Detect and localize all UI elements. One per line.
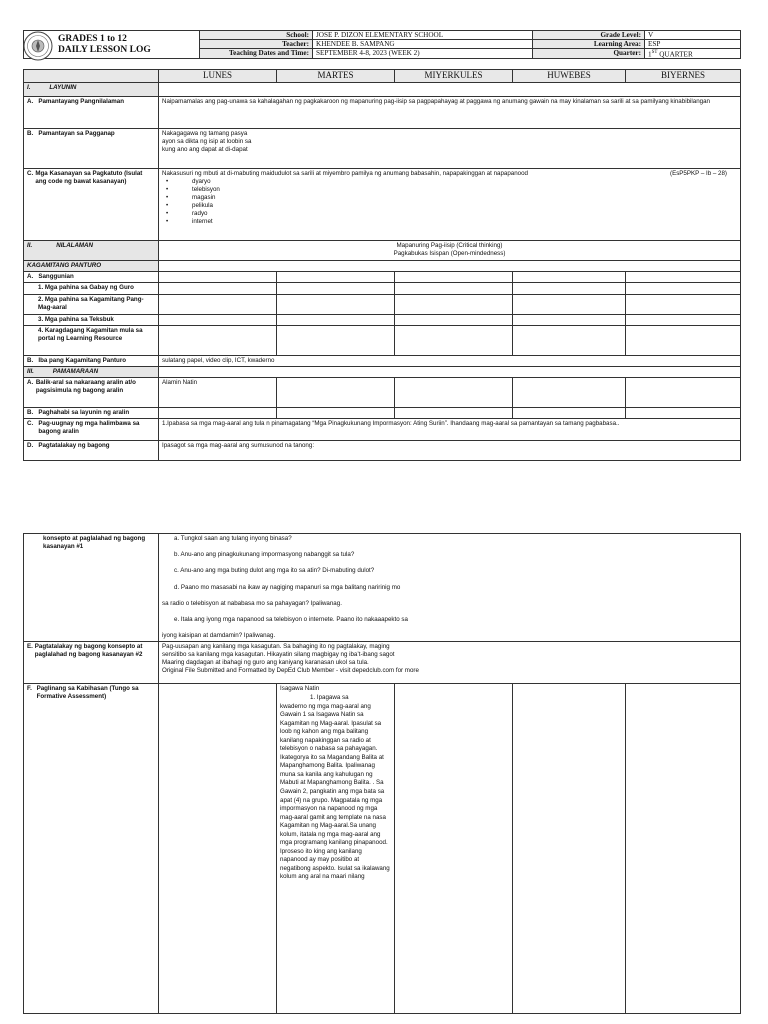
dates-label: Teaching Dates and Time:: [200, 49, 313, 59]
questions-cell: [159, 534, 741, 642]
lesson-log-page-1: [0, 0, 768, 470]
question-d-cont: sa radio o telebisyon at nababasa mo sa pahayagan? Ipaliwanag.: [162, 599, 342, 607]
list-item: • magasin: [166, 194, 737, 202]
layunin-heading: I. LAYUNIN: [24, 83, 159, 97]
pag-uugnay-label: C. Pag-uugnay ng mga halimbawa sa bagong aralin: [24, 419, 159, 441]
nilalaman-heading: II. NILALAMAN: [24, 241, 159, 261]
pagtatalakay-cont-label: konsepto at paglalahad ng bagong kasanayan #1: [24, 534, 159, 642]
question-e-cont: iyong kaisipan at damdamin? Ipaliwanag.: [162, 632, 276, 640]
balik-aral-text: Alamin Natin: [159, 378, 277, 408]
dates-value: SEPTEMBER 4-8, 2023 (WEEK 2): [313, 49, 533, 59]
question-d: d. Paano mo masasabi na ikaw ay nagiging mapanuri sa mga balitang naririnig mo: [174, 583, 401, 591]
title-line-1: GRADES 1 to 12: [58, 33, 127, 44]
day-huwebes: HUWEBES: [513, 70, 626, 83]
pagtatalakay-text: Ipasagot sa mga mag-aaral ang sumusunod na tanong:: [159, 441, 741, 461]
pagtatalakay-2-label: E. Pagtatalakay ng bagong konsepto at paglalahad ng bagong kasanayan #2: [24, 642, 159, 684]
list-item: • dyaryo: [166, 178, 737, 186]
school-value: JOSE P. DIZON ELEMENTARY SCHOOL: [313, 31, 533, 40]
balik-aral-label: A. Balik-aral sa nakaraang aralin at/o pagsisimula ng bagong aralin: [24, 378, 159, 408]
days-header-row: [24, 70, 741, 83]
quarter-value: 1ST QUARTER: [645, 49, 741, 59]
school-label: School:: [200, 31, 313, 40]
header-table: [23, 30, 741, 59]
pag-uugnay-text: 1.Ipabasa sa mga mag-aaral ang tula n pinamagatang “Mga Pinagkukunang Impormasyon: Ating Suriin”. Ihandaang mag-aaral sa pamantayan sa tamang pagbabasa..: [159, 419, 741, 441]
lesson-table-page-1: [23, 69, 741, 461]
lesson-table-page-2: [23, 533, 741, 1014]
paghahabi-label: B. Paghahabi sa layunin ng aralin: [24, 408, 159, 419]
media-list: [162, 178, 737, 226]
area-label: Learning Area:: [533, 40, 645, 49]
days-corner: [24, 70, 159, 83]
deped-seal-icon: [23, 31, 53, 61]
gabay-guro-label: 1. Mga pahina sa Gabay ng Guro: [24, 283, 159, 295]
pamantayang-pangnilalaman-label: A. Pamantayang Pangnilalaman: [24, 97, 159, 129]
grade-label: Grade Level:: [533, 31, 645, 40]
pamantayang-pangnilalaman-text: Naipamamalas ang pag-unawa sa kahalagahan ng pagkakaroon ng mapanuring pag-iisip sa pagpapahayag at paggawa ng anumang gawain na may kinalaman sa sarili at sa pamilyang kinabibilangan: [159, 97, 741, 129]
day-biyernes: BIYERNES: [626, 70, 741, 83]
teacher-value: KHENDEE B. SAMPANG: [313, 40, 533, 49]
karagdagang-kagamitan-label: 4. Karagdagang Kagamitan mula sa portal ng Learning Resource: [24, 326, 159, 356]
iba-pang-kagamitan-text: sulatang papel, video clip, ICT, kwaderno: [159, 356, 741, 367]
question-b: b. Anu-ano ang pinagkukunang impormasyong nabanggit sa tula?: [174, 551, 355, 559]
day-lunes: LUNES: [159, 70, 277, 83]
paglinang-label: F. Paglinang sa Kabihasan (Tungo sa Formative Assessment): [24, 684, 159, 1014]
layunin-empty: [159, 83, 741, 97]
kagamitang-mag-aaral-label: 2. Mga pahina sa Kagamitang Pang-Mag-aaral: [24, 295, 159, 315]
kagamitan-heading: KAGAMITANG PANTURO: [24, 261, 159, 272]
title-line-2: DAILY LESSON LOG: [58, 44, 151, 55]
pagtatalakay-label: D. Pagtatalakay ng bagong: [24, 441, 159, 461]
question-e: e. Itala ang iyong mga napanood sa telebisyon o internete. Paano ito nakaaapekto sa: [174, 616, 408, 624]
grade-value: V: [645, 31, 741, 40]
kasanayan-label: C. Mga Kasanayan sa Pagkatuto (Isulat ang code ng bawat kasanayan): [24, 169, 159, 241]
teacher-label: Teacher:: [200, 40, 313, 49]
paglinang-text: Isagawa Natin 1. Ipagawa sa kwaderno ng mga mag-aaral ang Gawain 1 sa Isagawa Natin sa Kagamitan ng Mag-aaral. Ipasulat sa loob ng kahon ang mga balitang kanilang napakinggan sa radio at telebisyon o nabasa sa pahayagan. Ikategorya ito sa Magandang Balita at Mapanghamong Balita. Ipaliwanag muna sa kanila ang kahulugan ng Mabuti at Mapanghamong Balita. . Sa Gawain 2, pangkatin ang mga bata sa apat (4) na grupo. Magpatala ng mga impormasyon na napanood ng mga mag-aaral gamit ang template na nasa Kagamitan ng Mag-aaral.Sa unang kolum, itatala ng mga mag-aaral ang mga programang kanilang pinapanood. Iproseso ito king ang kanilang napanood ay may positibo at negatibong aspekto. Isulat sa ikalawang kolum ang aral na maari nilang: [277, 684, 395, 1014]
list-item: • pelikula: [166, 202, 737, 210]
isagawa-heading: Isagawa Natin: [280, 685, 320, 693]
kasanayan-text: Nakasusuri ng mbuti at di-mabuting maidudulot sa sarili at miyembro pamilya ng anumang babasahin, napapakinggan at napapanood (EsP5PKP – Ib – 28) • dyaryo • telebisyon • magasin • pelikula • radyo • internet: [159, 169, 741, 241]
day-miyerkules: MIYERKULES: [395, 70, 513, 83]
list-item: • radyo: [166, 210, 737, 218]
lesson-log-page-2: [0, 530, 768, 1024]
quarter-label: Quarter:: [533, 49, 645, 59]
pamantayan-pagganap-text: Nakagagawa ng tamang pasya ayon sa dikta ng isip at loobin sa kung ano ang dapat at di-dapat: [159, 129, 741, 169]
area-value: ESP: [645, 40, 741, 49]
sanggunian-label: A. Sanggunian: [24, 272, 159, 283]
day-martes: MARTES: [277, 70, 395, 83]
nilalaman-text: Mapanuring Pag-iisip (Critical thinking) Pagkabukas Isispan (Open-mindedness): [159, 241, 741, 261]
pagtatalakay-2-text: Pag-uusapan ang kanilang mga kasagutan. Sa bahaging ito ng pagtalakay, maging sensitibo sa kanilang mga kasagutan. Hikayatin silang magbigay ng iba’t-ibang sagot Maaring dagdagan at ibahagi ng guro ang kaniyang karanasan ukol sa tula. Original File Submitted and Formatted by DepEd Club Member - visit depedclub.com for more: [159, 642, 741, 684]
list-item: • telebisyon: [166, 186, 737, 194]
teksbuk-label: 3. Mga pahina sa Teksbuk: [24, 315, 159, 326]
list-item: • internet: [166, 218, 737, 226]
pamamaraan-heading: III. PAMAMARAAN: [24, 367, 159, 378]
iba-pang-kagamitan-label: B. Iba pang Kagamitang Panturo: [24, 356, 159, 367]
question-a: a. Tungkol saan ang tulang inyong binasa?: [174, 535, 292, 542]
question-c: c. Anu-ano ang mga buting dulot ang mga ito sa atin? Di-mabuting dulot?: [174, 567, 375, 575]
pamantayan-pagganap-label: B. Pamantayan sa Pagganap: [24, 129, 159, 169]
